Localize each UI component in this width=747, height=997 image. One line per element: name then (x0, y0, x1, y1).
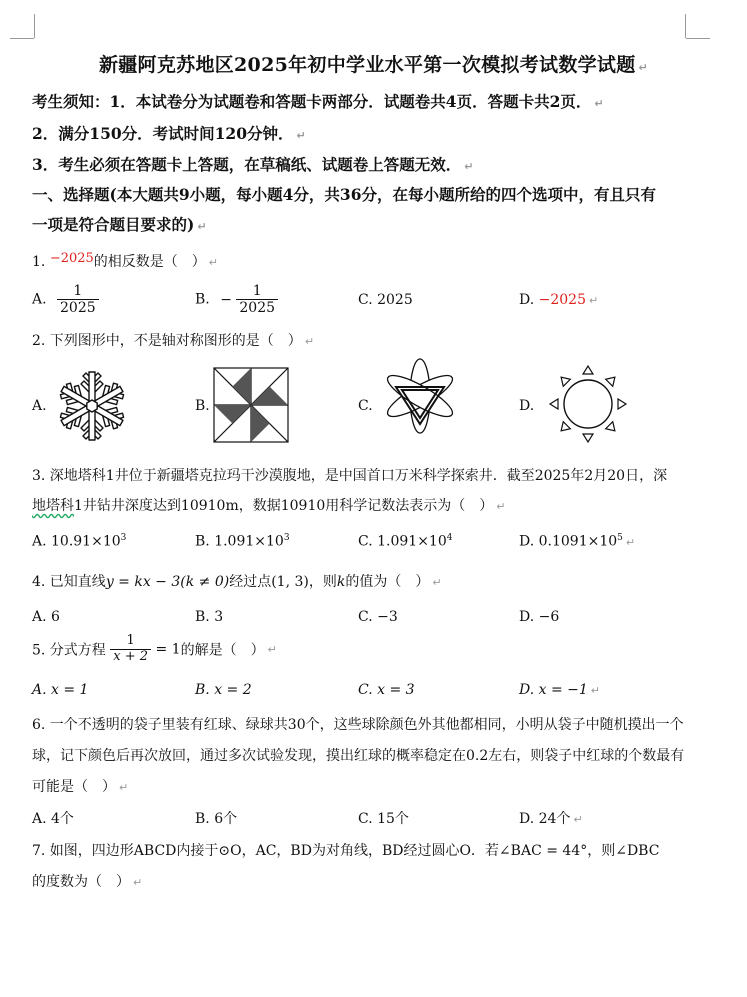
q1-option-c: C. 2025 (358, 292, 413, 308)
question-6-line-3: 可能是（ ） ↵ (32, 779, 129, 795)
q2-option-b: B. (195, 398, 210, 414)
q5-option-d: D. x = −1 ↵ (519, 682, 601, 698)
q6-option-a: A. 4个 (32, 811, 74, 827)
crop-mark-top-right-v (685, 14, 686, 38)
question-6-line-2: 球，记下颜色后再次放回，通过多次试验发现，摸出红球的概率稳定在0.2左右，则袋子中红球的个数最有 (32, 748, 685, 764)
q1-option-b: B. − $\frac{1}{2025}$ (195, 283, 278, 316)
question-3-line-2: 地塔科1井钻井深度达到10910m，数据10910用科学记数法表示为（ ） ↵ (32, 498, 506, 514)
q3-option-d: D. $0.1091\times 10^5$ ↵ (519, 533, 636, 550)
q2-option-c: C. (358, 398, 373, 414)
question-1-stem: 1. −2025的相反数是（ ） ↵ (32, 251, 219, 270)
question-4-stem: 4. 已知直线y = kx − 3(k ≠ 0)经过点(1, 3)，则k的值为（ ） ↵ (32, 574, 442, 590)
q6-option-d: D. 24个 ↵ (519, 811, 583, 827)
question-7-line-2: 的度数为（ ） ↵ (32, 874, 143, 890)
q3-option-c: C. $1.091\times 10^4$ (358, 533, 453, 550)
section-heading-line-1: 一、选择题(本大题共9小题，每小题4分，共36分，在每小题所给的四个选项中，有且只有 (32, 185, 656, 204)
q3-option-b: B. $1.091\times 10^3$ (195, 533, 290, 550)
q5-option-a: A. x = 1 (32, 682, 89, 698)
q2-option-a: A. (32, 398, 47, 414)
q6-option-c: C. 15个 (358, 811, 409, 827)
question-2-stem: 2. 下列图形中，不是轴对称图形的是（ ） ↵ (32, 333, 315, 349)
q1-option-a: A. $\frac{1}{2025}$ (32, 283, 99, 316)
q3-option-a: A. $10.91\times 10^3$ (32, 533, 127, 550)
q4-option-d: D. −6 (519, 609, 560, 625)
notice-line-1: 考生须知：1．本试卷分为试题卷和答题卡两部分．试题卷共4页．答题卡共2页． ↵ (32, 92, 604, 111)
q4-option-a: A. 6 (32, 609, 60, 625)
question-6-line-1: 6. 一个不透明的袋子里装有红球、绿球共30个，这些球除颜色外其他都相同，小明从袋子中随机摸出一个 (32, 717, 684, 733)
section-heading-line-2: 一项是符合题目要求的) ↵ (32, 215, 207, 234)
q1-expression: −2025 (49, 251, 94, 266)
q2-option-d: D. (519, 398, 535, 414)
q4-option-b: B. 3 (195, 609, 224, 625)
q4-option-c: C. −3 (358, 609, 398, 625)
page-title: 新疆阿克苏地区2025年初中学业水平第一次模拟考试数学试题 ↵ (98, 54, 649, 76)
question-7-line-1: 7. 如图，四边形ABCD内接于⊙O，AC，BD为对角线，BD经过圆心O．若∠BAC = 44°，则∠DBC (32, 843, 660, 859)
q5-option-b: B. x = 2 (195, 682, 252, 698)
triangle-propeller-figure (374, 358, 466, 438)
q1-option-d: D. −2025 ↵ (519, 292, 599, 308)
sun-figure (546, 362, 630, 446)
question-5-stem: 5. 分式方程 $\frac{1}{x + 2}$ = 1的解是（ ） ↵ (32, 633, 277, 664)
q6-option-b: B. 6个 (195, 811, 238, 827)
pinwheel-figure (213, 367, 289, 443)
crop-mark-top-left-h (10, 38, 34, 39)
q5-option-c: C. x = 3 (358, 682, 415, 698)
crop-mark-top-right-h (686, 38, 710, 39)
notice-line-2: 2．满分150分．考试时间120分钟． ↵ (32, 124, 306, 143)
crop-mark-top-left-v (34, 14, 35, 38)
snowflake-figure (52, 366, 132, 446)
notice-line-3: 3．考生必须在答题卡上答题，在草稿纸、试题卷上答题无效． ↵ (32, 155, 474, 174)
question-3-line-1: 3. 深地塔科1井位于新疆塔克拉玛干沙漠腹地，是中国首口万米科学探索井．截至2025年2月20日，深 (32, 468, 668, 484)
